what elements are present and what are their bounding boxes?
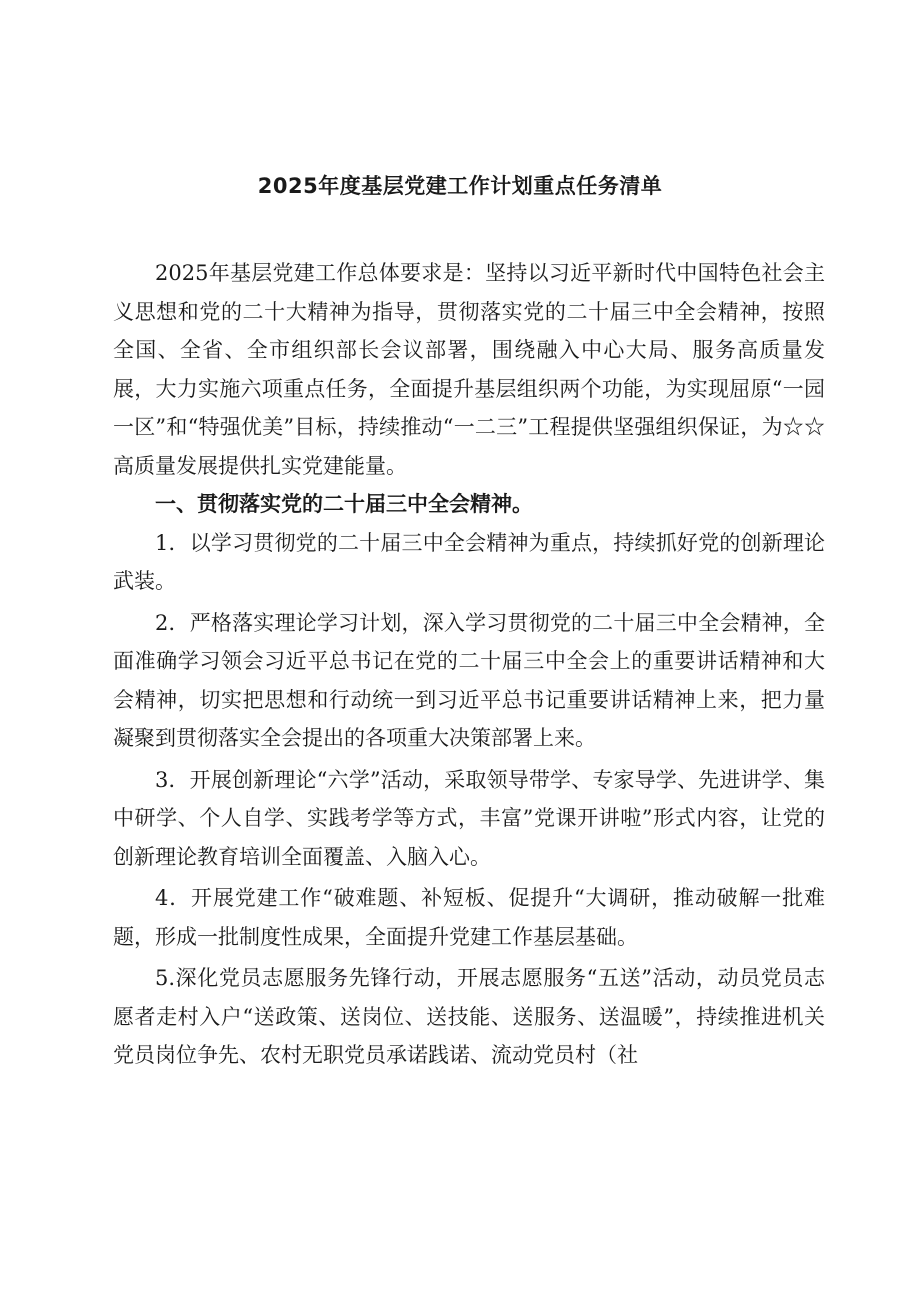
list-item: 1．以学习贯彻党的二十届三中全会精神为重点，持续抓好党的创新理论武装。 [113,530,825,593]
document-title: 2025年度基层党建工作计划重点任务清单 [257,174,663,198]
document-body [113,254,825,1075]
list-item: 2．严格落实理论学习计划，深入学习贯彻党的二十届三中全会精神，全面准确学习领会习近平总书记在党的二十届三中全会上的重要讲话精神和大会精神，切实把思想和行动统一到习近平总书记重要讲话精神上来，把力量凝聚到贯彻落实全会提出的各项重大决策部署上来。 [113,610,825,750]
list-item: 3．开展创新理论“六学”活动，采取领导带学、专家导学、先进讲学、集中研学、个人自学、实践考学等方式，丰富”党课开讲啦”形式内容，让党的创新理论教育培训全面覆盖、入脑入心。 [113,767,825,869]
list-item: 4．开展党建工作“破难题、补短板、促提升“大调研，推动破解一批难题，形成一批制度性成果，全面提升党建工作基层基础。 [113,886,825,949]
list-item: 5.深化党员志愿服务先锋行动，开展志愿服务“五送”活动，动员党员志愿者走村入户“送政策、送岗位、送技能、送服务、送温暖”，持续推进机关党员岗位争先、农村无职党员承诺践诺、流动党员村（社 [113,966,825,1067]
section-heading: 一、贯彻落实党的二十届三中全会精神。 [155,492,533,516]
intro-paragraph: 2025年基层党建工作总体要求是：坚持以习近平新时代中国特色社会主义思想和党的二十大精神为指导，贯彻落实党的二十届三中全会精神，按照全国、全省、全市组织部长会议部署，围绕融入中心大局、服务高质量发展，大力实施六项重点任务，全面提升基层组织两个功能，为实现屈原“一园一区”和“特强优美”目标，持续推动“一二三”工程提供坚强组织保证，为☆☆高质量发展提供扎实党建能量。 [113,261,825,478]
